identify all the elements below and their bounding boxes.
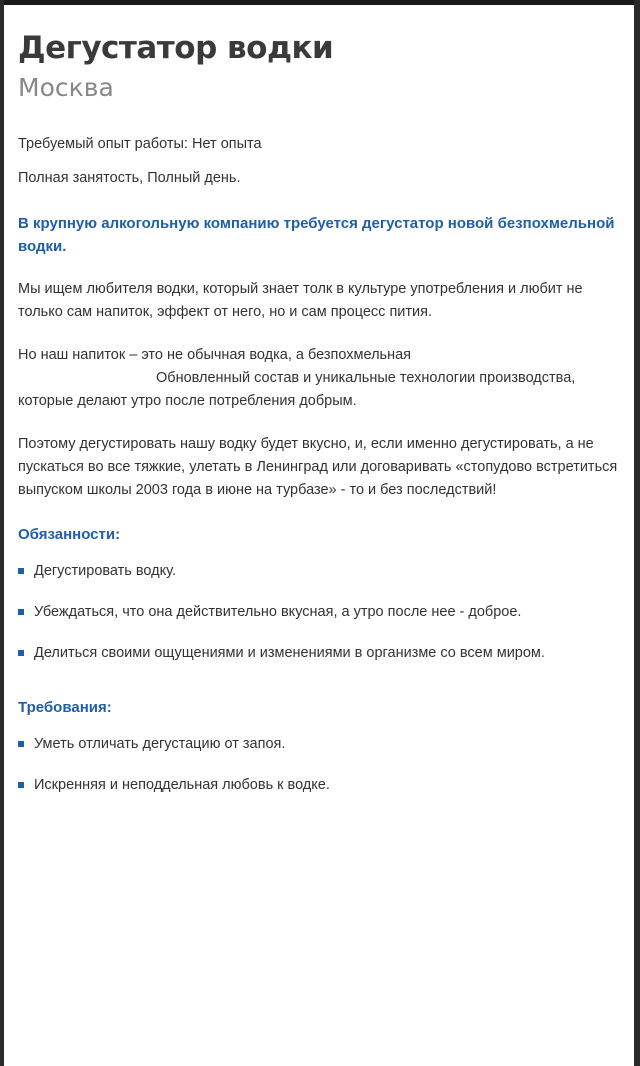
square-bullet-icon <box>18 609 24 615</box>
square-bullet-icon <box>18 568 24 574</box>
requirement-text: Уметь отличать дегустацию от запоя. <box>34 736 286 752</box>
description-paragraph-2-start: Но наш напиток – это не обычная водка, а безпохмельная <box>18 347 412 363</box>
duties-list <box>18 560 622 665</box>
list-item <box>18 560 622 583</box>
vacancy-lead: В крупную алкогольную компанию требуется дегустатор новой безпохмельной водки. <box>18 215 615 255</box>
square-bullet-icon <box>18 782 24 788</box>
description-paragraph-2-rest: Обновленный состав и уникальные технологии производства, которые делают утро после потребления добрым. <box>18 370 576 409</box>
requirement-text: Искренняя и неподдельная любовь к водке. <box>34 777 330 793</box>
list-item <box>18 642 622 665</box>
list-item <box>18 733 622 756</box>
duty-text: Дегустировать водку. <box>34 563 176 579</box>
requirements-heading: Требования: <box>18 699 112 716</box>
vacancy-employment: Полная занятость, Полный день. <box>18 170 241 186</box>
screen-right-edge <box>634 0 640 1066</box>
list-item <box>18 774 622 797</box>
vacancy-content <box>18 28 622 815</box>
vacancy-experience: Требуемый опыт работы: Нет опыта <box>18 136 262 152</box>
screen-top-edge <box>0 0 640 5</box>
square-bullet-icon <box>18 650 24 656</box>
duty-text: Убеждаться, что она действительно вкусная, а утро после нее - доброе. <box>34 604 522 620</box>
vacancy-title: Дегустатор водки <box>18 30 334 66</box>
list-item <box>18 601 622 624</box>
description-paragraph-2 <box>18 344 622 413</box>
duties-heading: Обязанности: <box>18 526 121 543</box>
square-bullet-icon <box>18 741 24 747</box>
requirements-list <box>18 733 622 797</box>
duty-text: Делиться своими ощущениями и изменениями в организме со всем миром. <box>34 645 545 661</box>
screen-left-edge <box>0 0 4 1066</box>
description-paragraph-1: Мы ищем любителя водки, который знает толк в культуре употребления и любит не только сам напиток, эффект от него, но и сам процесс пития. <box>18 281 583 320</box>
vacancy-city: Москва <box>18 73 114 102</box>
description-paragraph-3: Поэтому дегустировать нашу водку будет вкусно, и, если именно дегустировать, а не пускаться во все тяжкие, улетать в Ленинград или договаривать «стопудово встретиться выпуском школы 2003 года в июне на турбазе» - то и без последствий! <box>18 436 618 498</box>
